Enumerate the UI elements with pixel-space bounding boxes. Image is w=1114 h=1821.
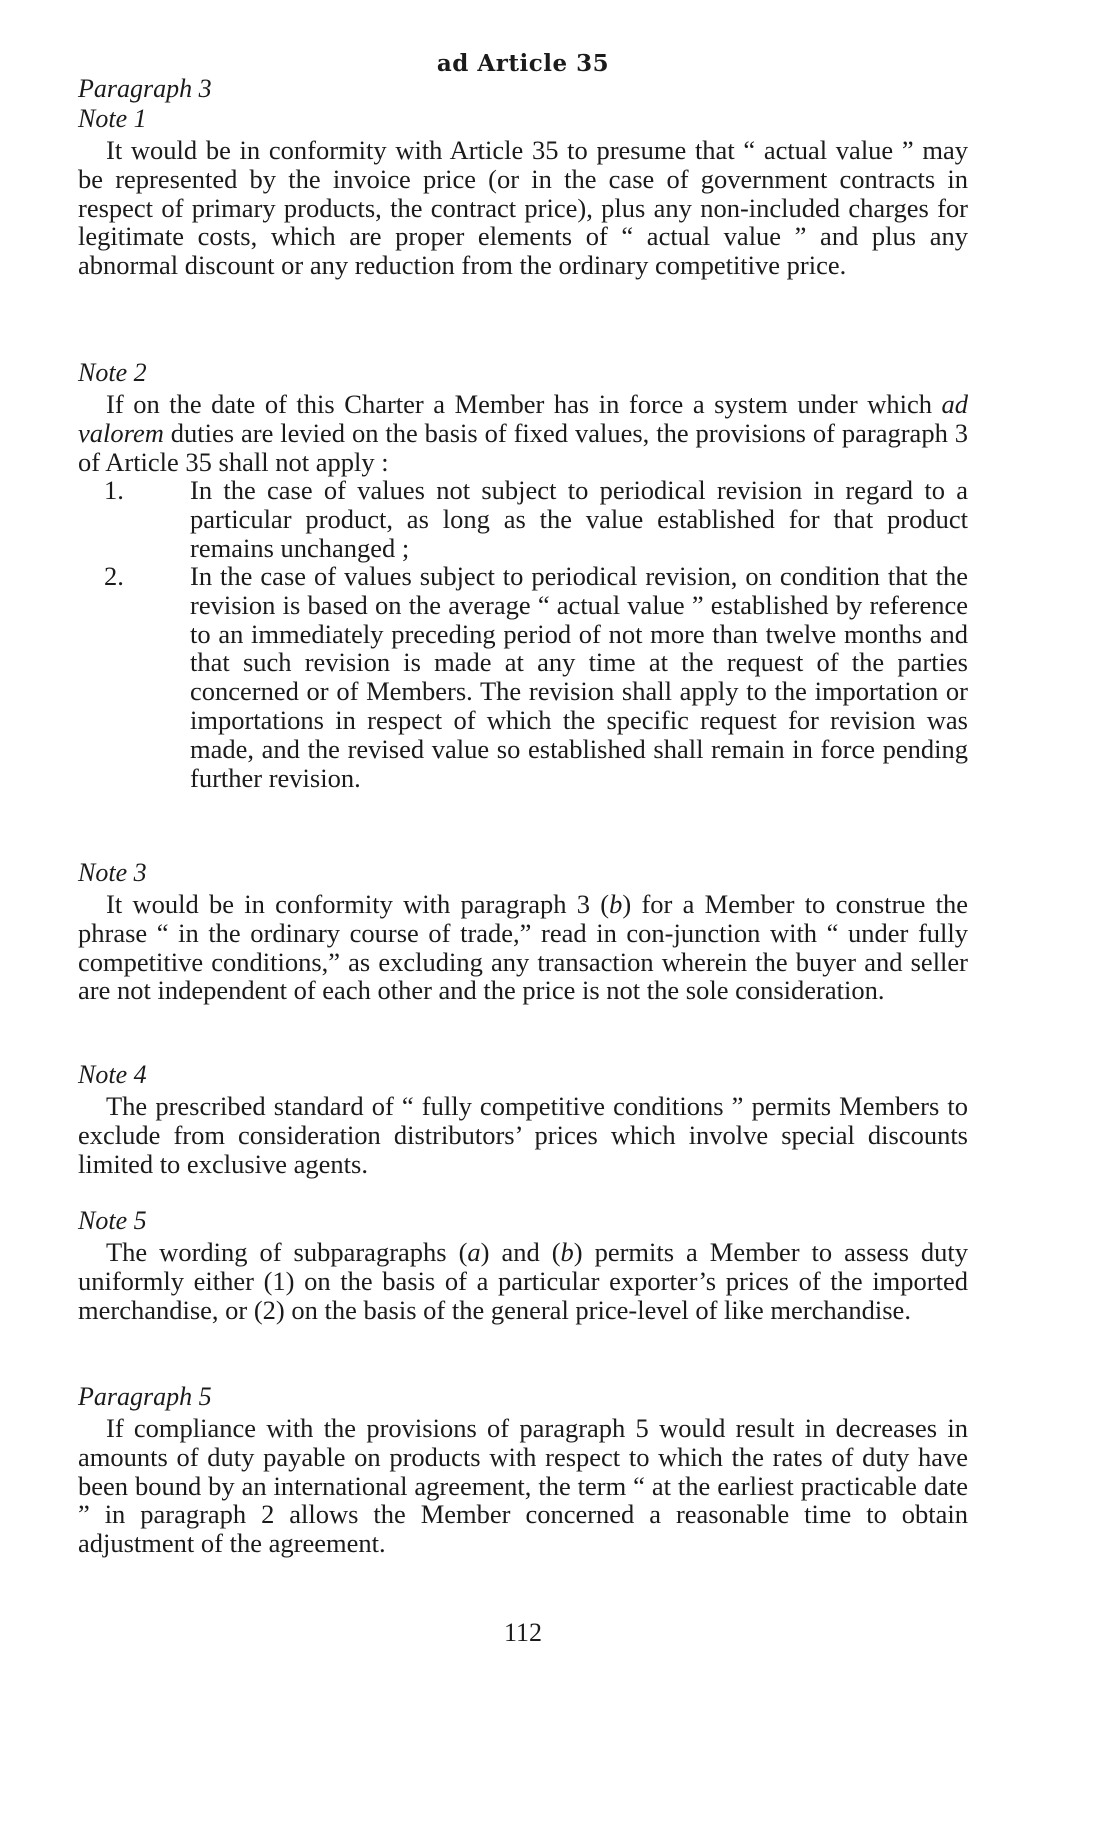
note-2-heading: Note 2 xyxy=(78,358,147,387)
note-5-part-2: ) and ( xyxy=(480,1237,561,1267)
note-2-list-item xyxy=(78,562,968,792)
note-2-intro-start: If on the date of this Charter a Member has in force a system under which xyxy=(106,389,942,419)
note-4-heading: Note 4 xyxy=(78,1060,147,1089)
note-5-italic-b: b xyxy=(560,1237,574,1267)
note-5-part-3: ) permits a Member to assess duty uniformly either (1) on the basis of a particular exporter’s prices of the imported merchandise, or (2) on the basis of the general price-level of like merchandise. xyxy=(78,1237,968,1325)
note-1-heading: Note 1 xyxy=(78,104,147,133)
note-2-intro xyxy=(78,390,968,476)
note-1-text: It would be in conformity with Article 35 to presume that “ actual value ” may be represented by the invoice price (or in the case of government contracts in respect of primary products, the contract price), plus any non-included charges for legitimate costs, which are proper elements of “ actual value ” and plus any abnormal discount or any reduction from the ordinary competitive price. xyxy=(78,135,968,281)
paragraph-3-heading: Paragraph 3 xyxy=(78,74,212,103)
note-2-intro-italic: ad valorem xyxy=(78,389,968,448)
note-5-italic-a: a xyxy=(467,1237,481,1267)
note-3-text-end: ) for a Member to construe the phrase “ in the ordinary course of trade,” read in con-junction with “ under fully competitive conditions,” as excluding any transaction wherein the buyer and seller are not independent of each other and the price is not the sole consideration. xyxy=(78,889,969,1006)
list-item-text: In the case of values subject to periodical revision, on condition that the revision is based on the average “ actual value ” established by reference to an immediately preceding period of not more than twelve months and that such revision is made at any time at the request of the parties concerned or of Members. The revision shall apply to the importation or importations in respect of which the specific request for revision was made, and the revised value so established shall remain in force pending further revision. xyxy=(190,561,968,793)
list-item-text: In the case of values not subject to periodical revision in regard to a particular product, as long as the value established for that product remains unchanged ; xyxy=(190,475,968,563)
running-head: ad Article 35 xyxy=(436,50,610,77)
list-item-number: 1. xyxy=(104,475,124,505)
note-2-intro-end: duties are levied on the basis of fixed values, the provisions of paragraph 3 of Article 35 shall not apply : xyxy=(78,417,968,477)
note-5-text xyxy=(78,1238,968,1324)
note-3-text-start: It would be in conformity with paragraph 3 ( xyxy=(106,889,610,919)
note-4-text: The prescribed standard of “ fully competitive conditions ” permits Members to exclude from consideration distributors’ prices which involve special discounts limited to exclusive agents. xyxy=(78,1091,968,1179)
note-3-text xyxy=(78,890,968,1005)
note-5-part-1: The wording of subparagraphs ( xyxy=(106,1237,468,1267)
note-5-heading: Note 5 xyxy=(78,1206,147,1235)
list-item-number: 2. xyxy=(104,561,124,591)
note-3-text-italic: b xyxy=(609,889,623,919)
page-number: 112 xyxy=(503,1618,543,1647)
note-2-list-item xyxy=(78,476,968,562)
paragraph-5-heading: Paragraph 5 xyxy=(78,1382,212,1411)
paragraph-5-text: If compliance with the provisions of paragraph 5 would result in decreases in amounts of duty payable on products with respect to which the rates of duty have been bound by an international agreement, the term “ at the earliest practicable date ” in paragraph 2 allows the Member concerned a reasonable time to obtain adjustment of the agreement. xyxy=(78,1413,968,1559)
note-3-heading: Note 3 xyxy=(78,858,147,887)
